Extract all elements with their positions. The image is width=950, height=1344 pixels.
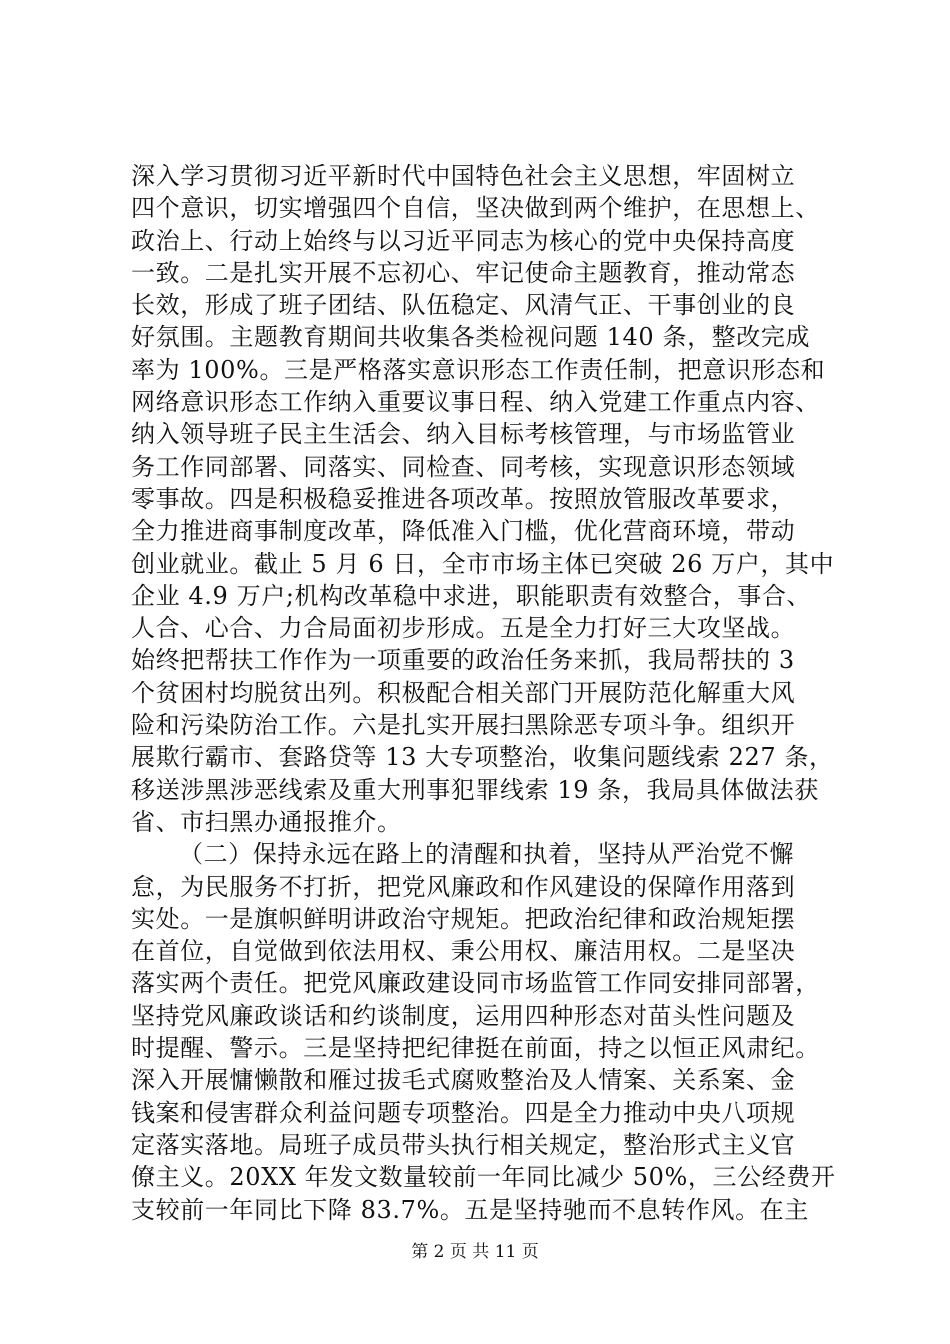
body-text — [131, 160, 843, 1226]
text-line: 好氛围。主题教育期间共收集各类检视问题 140 条，整改完成 — [131, 323, 811, 352]
text-line: 实处。一是旗帜鲜明讲政治守规矩。把政治纪律和政治规矩摆 — [131, 904, 796, 933]
text-line: 率为 100%。三是严格落实意识形态工作责任制，把意识形态和 — [131, 355, 826, 384]
text-line: 落实两个责任。把党风廉政建设同市场监管工作同安排同部署， — [131, 969, 820, 998]
text-line: 网络意识形态工作纳入重要议事日程、纳入党建工作重点内容、 — [131, 388, 820, 417]
text-line: 定落实落地。局班子成员带头执行相关规定，整治形式主义官 — [131, 1130, 796, 1159]
text-line: 深入学习贯彻习近平新时代中国特色社会主义思想，牢固树立 — [131, 162, 796, 190]
text-line: 长效，形成了班子团结、队伍稳定、风清气正、干事创业的良 — [131, 291, 796, 320]
text-line: 坚持党风廉政谈话和约谈制度，运用四种形态对苗头性问题及 — [131, 1001, 796, 1030]
text-line: 移送涉黑涉恶线索及重大刑事犯罪线索 19 条，我局具体做法获 — [131, 775, 819, 804]
text-line: 人合、心合、力合局面初步形成。五是全力打好三大攻坚战。 — [131, 614, 796, 643]
text-line: 四个意识，切实增强四个自信，坚决做到两个维护，在思想上、 — [131, 194, 820, 223]
text-line: 零事故。四是积极稳妥推进各项改革。按照放管服改革要求， — [131, 484, 796, 513]
text-line: 始终把帮扶工作作为一项重要的政治任务来抓，我局帮扶的 3 — [131, 646, 795, 675]
text-line: 深入开展慵懒散和雁过拔毛式腐败整治及人情案、关系案、金 — [131, 1066, 796, 1095]
text-line: 纳入领导班子民主生活会、纳入目标考核管理，与市场监管业 — [131, 420, 796, 449]
text-line: 一致。二是扎实开展不忘初心、牢记使命主题教育，推动常态 — [131, 258, 796, 287]
text-line: 怠，为民服务不打折，把党风廉政和作风建设的保障作用落到 — [131, 872, 796, 901]
text-line: 务工作同部署、同落实、同检查、同考核，实现意识形态领域 — [131, 452, 796, 481]
text-line: 企业 4.9 万户;机构改革稳中求进，职能职责有效整合，事合、 — [131, 581, 812, 610]
text-line: 僚主义。20XX 年发文数量较前一年同比减少 50%，三公经费开 — [131, 1163, 836, 1192]
paragraph-first-line: （二）保持永远在路上的清醒和执着，坚持从严治党不懈 — [179, 840, 794, 869]
text-line: 政治上、行动上始终与以习近平同志为核心的党中央保持高度 — [131, 226, 796, 255]
text-line: 创业就业。截止 5 月 6 日，全市市场主体已突破 26 万户，其中 — [131, 549, 835, 578]
page-number-footer: 第 2 页 共 11 页 — [411, 1242, 539, 1262]
text-line: 支较前一年同比下降 83.7%。五是坚持驰而不息转作风。在主 — [131, 1195, 809, 1224]
text-line: 展欺行霸市、套路贷等 13 大专项整治，收集问题线索 227 条， — [131, 743, 834, 772]
text-line: 省、市扫黑办通报推介。 — [131, 807, 402, 836]
text-line: 在首位，自觉做到依法用权、秉公用权、廉洁用权。二是坚决 — [131, 937, 796, 966]
text-line: 时提醒、警示。三是坚持把纪律挺在前面，持之以恒正风肃纪。 — [131, 1034, 820, 1063]
text-line: 钱案和侵害群众利益问题专项整治。四是全力推动中央八项规 — [131, 1098, 796, 1127]
text-line: 个贫困村均脱贫出列。积极配合相关部门开展防范化解重大风 — [131, 678, 796, 707]
text-line: 全力推进商事制度改革，降低准入门槛，优化营商环境，带动 — [131, 517, 796, 546]
text-line: 险和污染防治工作。六是扎实开展扫黑除恶专项斗争。组织开 — [131, 711, 796, 740]
